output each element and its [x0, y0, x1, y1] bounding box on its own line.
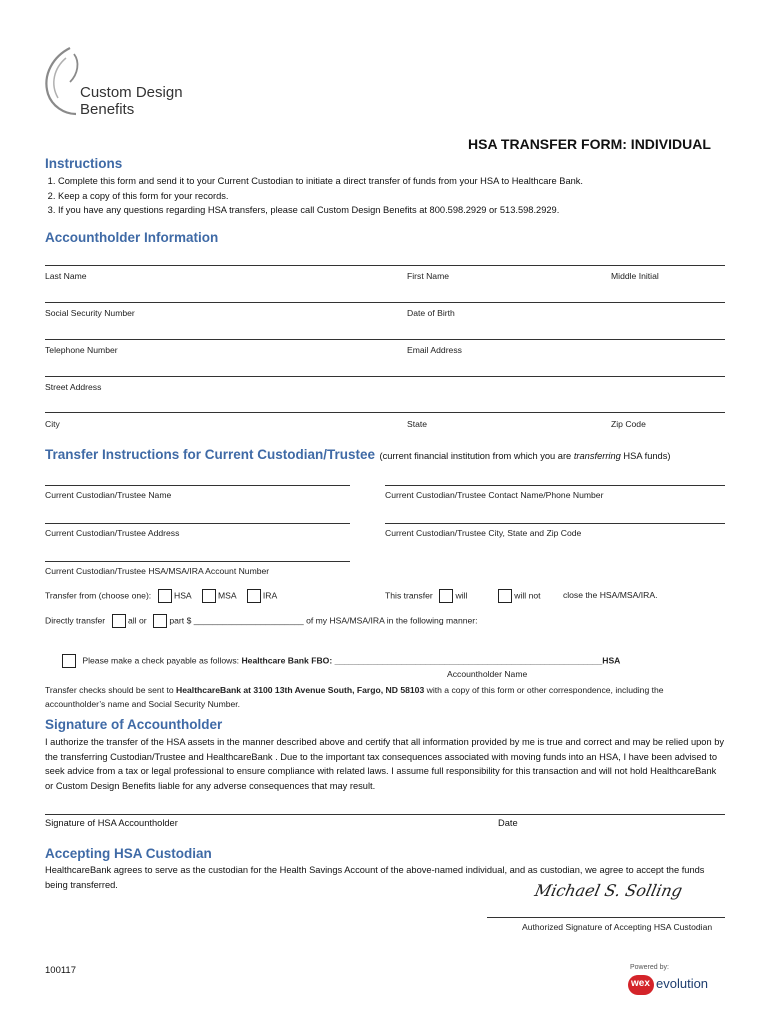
check-payable-checkbox[interactable] — [62, 654, 76, 668]
dob-label: Date of Birth — [407, 308, 455, 318]
custodian-city-label: Current Custodian/Trustee City, State and Zip Code — [385, 528, 582, 538]
account-number-label: Current Custodian/Trustee HSA/MSA/IRA Account Number — [45, 566, 270, 576]
hsa-checkbox[interactable] — [158, 589, 172, 603]
wex-text: wex — [631, 978, 650, 989]
msa-checkbox[interactable] — [202, 589, 216, 603]
email-label: Email Address — [407, 345, 462, 355]
field-line[interactable] — [45, 523, 350, 524]
field-line[interactable] — [45, 376, 725, 377]
will-not-label: will not — [514, 590, 541, 601]
will-not-checkbox[interactable] — [498, 589, 512, 603]
directly-transfer-label: Directly transfer — [45, 615, 106, 626]
will-checkbox[interactable] — [439, 589, 453, 603]
signature-line[interactable] — [45, 814, 725, 815]
part-checkbox[interactable] — [153, 614, 167, 628]
instructions-heading: Instructions — [45, 156, 123, 171]
form-code: 100117 — [45, 965, 76, 976]
custodian-name-label: Current Custodian/Trustee Name — [45, 490, 172, 500]
transfer-heading: Transfer Instructions for Current Custodian/Trustee — [45, 447, 376, 462]
phone-label: Telephone Number — [45, 345, 118, 355]
transfer-subnote: (current financial institution from which you are transferring HSA funds) — [379, 451, 671, 461]
accepting-text: HealthcareBank agrees to serve as the custodian for the Health Savings Account of the above-named individual, and as custodian, we agree to accept the funds being transferred. — [45, 865, 705, 890]
instruction-item: 1. Complete this form and send it to your Current Custodian to initiate a direct transfer of funds from your HSA to Healthcare Bank. — [58, 174, 745, 189]
of-my-label: of my HSA/MSA/IRA in the following manner: — [306, 615, 478, 626]
company-logo — [40, 44, 240, 116]
instruction-item: 2. Keep a copy of this form for your records. — [58, 189, 745, 204]
transfer-from-row — [45, 589, 277, 603]
msa-label: MSA — [217, 590, 237, 601]
accountholder-name-caption: Accountholder Name — [447, 669, 528, 679]
check-payable-row — [62, 654, 620, 668]
field-line[interactable] — [385, 523, 725, 524]
this-transfer-row — [385, 589, 658, 603]
instruction-item: 3. If you have any questions regarding HSA transfers, please call Custom Design Benefits at 800.598.2929 or 513.598.2929. — [58, 203, 745, 218]
last-name-label: Last Name — [45, 271, 87, 281]
street-label: Street Address — [45, 382, 102, 392]
custodian-contact-label: Current Custodian/Trustee Contact Name/Phone Number — [385, 490, 604, 500]
evolution-text: evolution — [656, 976, 709, 991]
transfer-from-label: Transfer from (choose one): — [45, 590, 152, 601]
city-label: City — [45, 419, 60, 429]
directly-transfer-row — [45, 614, 478, 628]
check-payable-label: Please make a check payable as follows: — [82, 655, 240, 666]
transfer-heading-row — [45, 446, 670, 464]
custodian-signature-caption: Authorized Signature of Accepting HSA Custodian — [522, 922, 713, 932]
instructions-list — [45, 174, 745, 218]
field-line[interactable] — [45, 412, 725, 413]
part-amount-field[interactable]: part $ _______________________ — [169, 615, 304, 626]
hsa-label: HSA — [173, 590, 192, 601]
field-line[interactable] — [45, 302, 725, 303]
field-line[interactable] — [45, 485, 350, 486]
powered-by-logo — [628, 964, 728, 1004]
accountholder-heading: Accountholder Information — [45, 230, 219, 245]
signature-label: Signature of HSA Accountholder — [45, 818, 178, 828]
powered-by-label: Powered by: — [630, 964, 669, 971]
check-payable-fbo: Healthcare Bank FBO: ________________________________________________________HSA — [241, 655, 621, 666]
this-transfer-label: This transfer — [385, 590, 433, 601]
first-name-label: First Name — [407, 271, 450, 281]
field-line[interactable] — [385, 485, 725, 486]
send-checks-note: Transfer checks should be sent to HealthcareBank at 3100 13th Avenue South, Fargo, ND 58103 with a copy of this form or other correspondence, including the accountholder’s name and Social Security Number. — [45, 685, 664, 709]
state-label: State — [407, 419, 428, 429]
will-label: will — [455, 590, 468, 601]
ssn-label: Social Security Number — [45, 308, 135, 318]
all-or-label: all or — [127, 615, 147, 626]
field-line[interactable] — [45, 265, 725, 266]
accepting-heading: Accepting HSA Custodian — [45, 846, 212, 861]
close-text: close the HSA/MSA/IRA. — [562, 590, 658, 601]
custodian-signature: Michael S. Solling — [532, 881, 685, 900]
ira-checkbox[interactable] — [247, 589, 261, 603]
ira-label: IRA — [262, 590, 278, 601]
custodian-signature-line — [487, 917, 725, 918]
signature-heading: Signature of Accountholder — [45, 717, 223, 732]
middle-initial-label: Middle Initial — [611, 271, 659, 281]
logo-wordmark: Custom Design Benefits — [80, 84, 183, 118]
date-label: Date — [498, 818, 518, 828]
field-line[interactable] — [45, 561, 350, 562]
form-title: HSA TRANSFER FORM: INDIVIDUAL — [468, 136, 711, 152]
signature-text: I authorize the transfer of the HSA assets in the manner described above and certify that all information provided by me is true and correct and may be relied upon by the transferring Custodian/Trustee and HealthcareBank . Due to the important tax consequences associated with moving funds into an HSA, I have been advised to seek advice from a tax or legal professional to ensure compliance with related laws. I assume full responsibility for this transaction and will not hold HealthcareBank or Custom Design Benefits liable for any adverse consequences that may result. — [45, 737, 725, 791]
field-line[interactable] — [45, 339, 725, 340]
zip-label: Zip Code — [611, 419, 646, 429]
all-checkbox[interactable] — [112, 614, 126, 628]
custodian-address-label: Current Custodian/Trustee Address — [45, 528, 180, 538]
